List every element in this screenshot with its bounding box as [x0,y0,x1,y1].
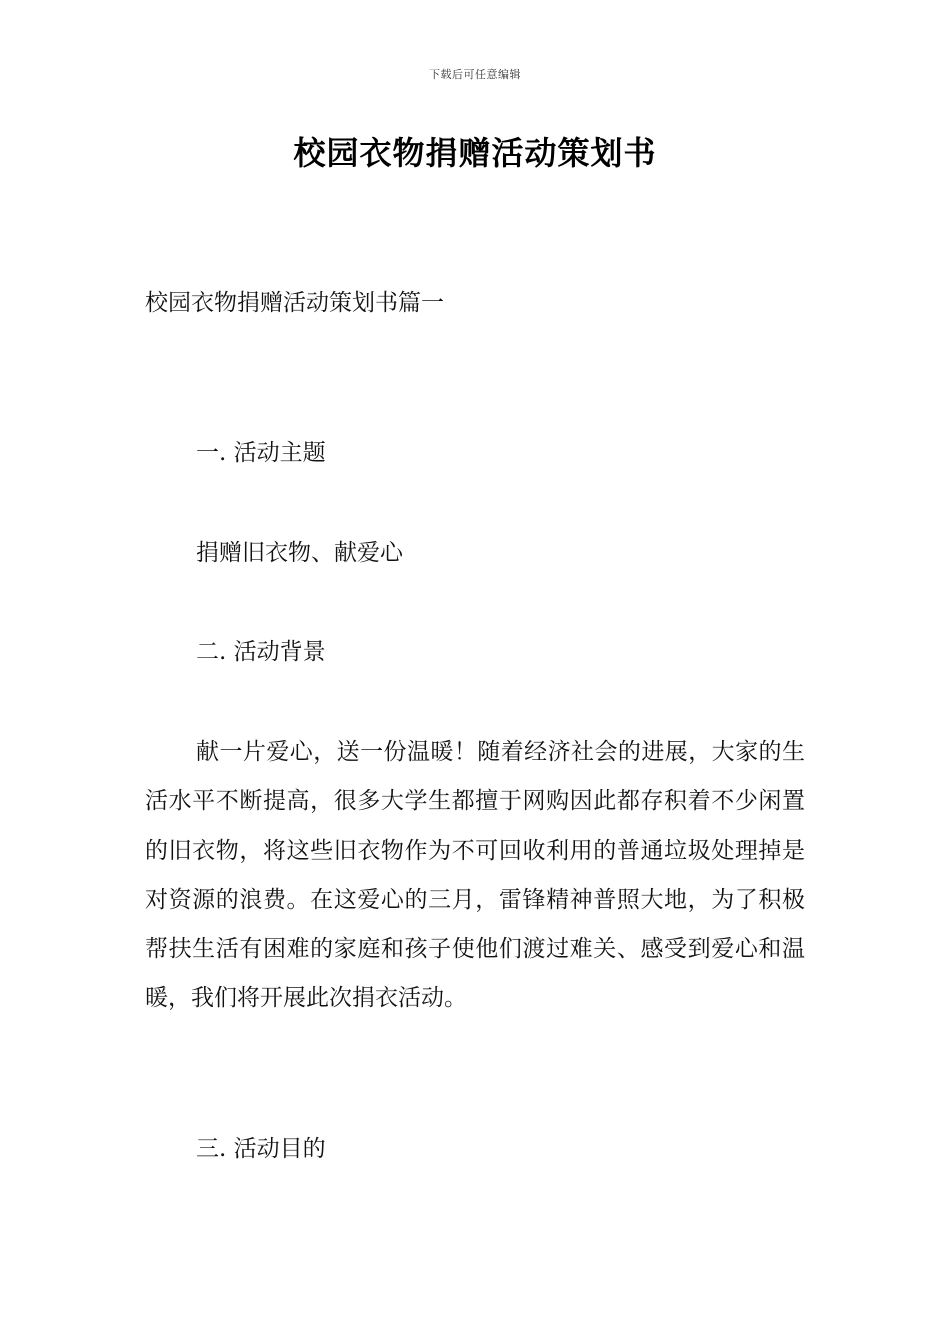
section-heading-background: 二. 活动背景 [196,639,326,665]
section-content-theme: 捐赠旧衣物、献爱心 [196,540,403,566]
section-content-background: 献一片爱心，送一份温暖！随着经济社会的进展，大家的生活水平不断提高，很多大学生都擅于网购因此都存积着不少闲置的旧衣物，将这些旧衣物作为不可回收利用的普通垃圾处理掉是对资源的浪费。在这爱心的三月，雷锋精神普照大地，为了积极帮扶生活有困难的家庭和孩子使他们渡过难关、感受到爱心和温暖，我们将开展此次捐衣活动。 [145,739,805,1012]
document-subtitle: 校园衣物捐赠活动策划书篇一 [145,290,444,316]
section-heading-purpose: 三. 活动目的 [196,1136,326,1162]
document-title: 校园衣物捐赠活动策划书 [293,134,657,172]
section-heading-theme: 一. 活动主题 [196,440,326,466]
header-note: 下载后可任意编辑 [429,68,521,81]
